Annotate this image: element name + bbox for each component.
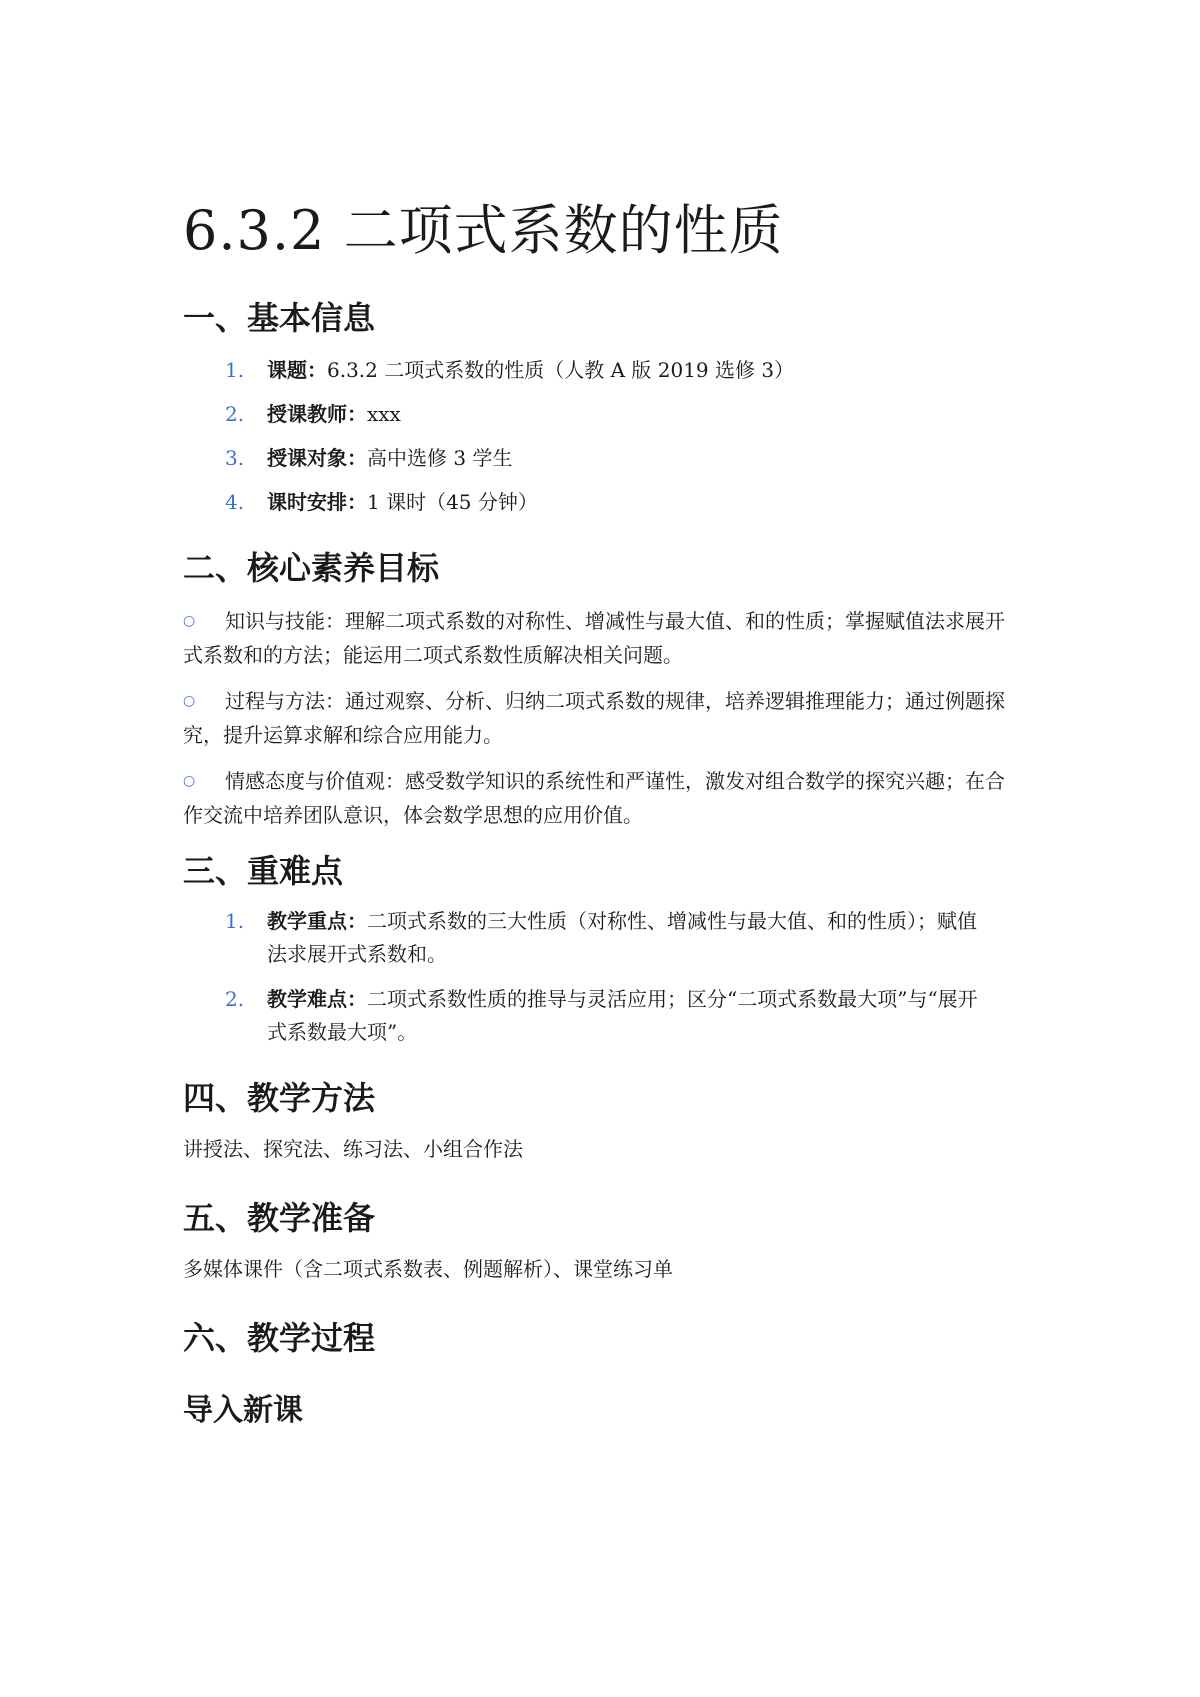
list-number: 1. [225,358,245,382]
circle-bullet-icon: ○ [183,693,196,709]
section-heading-key-points: 三、重难点 [183,852,344,890]
list-item: 2. 教学难点：二项式系数性质的推导与灵活应用；区分“二项式系数最大项”与“展开式系数最大项”。 [225,983,995,1049]
subheading-intro: 导入新课 [183,1393,303,1428]
paragraph: 多媒体课件（含二项式系数表、例题解析）、课堂练习单 [183,1257,673,1281]
bullet-text: 过程与方法：通过观察、分析、归纳二项式系数的规律，培养逻辑推理能力；通过例题探究，提升运算求解和综合应用能力。 [183,689,1005,747]
item-label: 课时安排 [267,490,347,514]
list-number: 1. [225,909,245,933]
item-text: xxx [367,402,401,426]
item-label: 授课教师 [267,402,347,426]
item-label: 课题 [267,358,307,382]
list-number: 2. [225,987,245,1011]
list-number: 4. [225,490,245,514]
section-heading-teaching-methods: 四、教学方法 [183,1079,376,1117]
list-number: 2. [225,402,245,426]
item-label: 教学重点 [267,909,347,933]
item-label: 授课对象 [267,446,347,470]
bullet-item [183,764,1013,832]
section-heading-basic-info: 一、基本信息 [183,299,376,337]
section-heading-teaching-prep: 五、教学准备 [183,1199,376,1237]
paragraph: 讲授法、探究法、练习法、小组合作法 [183,1137,523,1161]
item-text: 二项式系数性质的推导与灵活应用；区分“二项式系数最大项”与“展开式系数最大项”。 [267,987,978,1044]
item-text: 6.3.2 二项式系数的性质（人教 A 版 2019 选修 3） [327,358,795,382]
list-item: 3. 授课对象：高中选修 3 学生 [225,442,995,475]
section-heading-core-goals: 二、核心素养目标 [183,549,440,587]
bullet-text: 情感态度与价值观：感受数学知识的系统性和严谨性，激发对组合数学的探究兴趣；在合作交流中培养团队意识，体会数学思想的应用价值。 [183,769,1005,827]
item-label: 教学难点 [267,987,347,1011]
list-item: 4. 课时安排：1 课时（45 分钟） [225,486,995,519]
document-title: 6.3.2 二项式系数的性质 [183,199,784,262]
list-number: 3. [225,446,245,470]
circle-bullet-icon: ○ [183,773,196,789]
list-item: 1. 教学重点：二项式系数的三大性质（对称性、增减性与最大值、和的性质）；赋值法求展开式系数和。 [225,905,995,971]
bullet-text: 知识与技能：理解二项式系数的对称性、增减性与最大值、和的性质；掌握赋值法求展开式系数和的方法；能运用二项式系数性质解决相关问题。 [183,609,1005,667]
item-text: 二项式系数的三大性质（对称性、增减性与最大值、和的性质）；赋值法求展开式系数和。 [267,909,977,966]
list-item: 2. 授课教师：xxx [225,398,995,431]
item-text: 1 课时（45 分钟） [367,490,538,514]
circle-bullet-icon: ○ [183,613,196,629]
item-text: 高中选修 3 学生 [367,446,513,470]
list-item: 1. 课题：6.3.2 二项式系数的性质（人教 A 版 2019 选修 3） [225,354,995,387]
bullet-item [183,604,1013,672]
bullet-item [183,684,1013,752]
section-heading-teaching-process: 六、教学过程 [183,1319,376,1357]
